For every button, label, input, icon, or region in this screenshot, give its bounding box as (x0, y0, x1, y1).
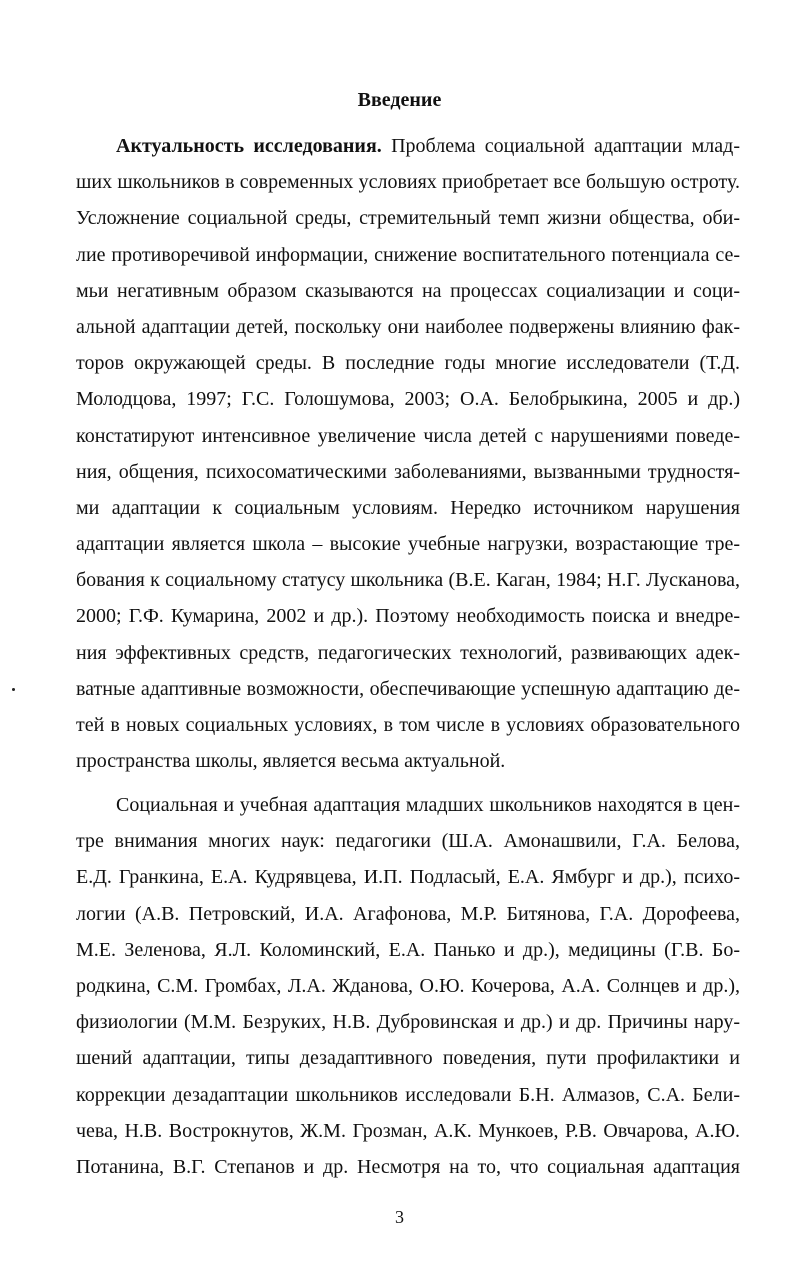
text-line: констатируют интенсивное увеличение числа детей с нарушениями поведе- (76, 424, 740, 447)
text-line: пространства школы, является весьма актуальной. (76, 750, 506, 773)
text-line: Усложнение социальной среды, стремительный темп жизни общества, оби- (76, 207, 740, 230)
section-lead: Актуальность исследования. (116, 135, 382, 157)
text-line (76, 128, 740, 164)
text-line: альной адаптации детей, поскольку они наиболее подвержены влиянию фак- (76, 315, 740, 338)
text-line: тей в новых социальных условиях, в том числе в условиях образовательного (76, 714, 740, 736)
text-line: бования к социальному статусу школьника (В.Е. Каган, 1984; Н.Г. Лусканова, (76, 569, 740, 592)
text-line: 2000; Г.Ф. Кумарина, 2002 и др.). Поэтому необходимость поиска и внедре- (76, 605, 740, 628)
text-line: ния эффективных средств, педагогических технологий, развивающих адек- (76, 641, 740, 664)
paragraph-relevance (76, 128, 740, 779)
text-line: коррекции дезадаптации школьников исследовали Б.Н. Алмазов, С.А. Бели- (76, 1083, 740, 1106)
text-line: Социальная и учебная адаптация младших школьников находятся в цен- (116, 794, 740, 816)
text-line: логии (А.В. Петровский, И.А. Агафонова, М.Р. Битянова, Г.А. Дорофеева, (76, 902, 740, 925)
scan-speck (12, 688, 15, 691)
text-line: М.Е. Зеленова, Я.Л. Коломинский, Е.А. Панько и др.), медицины (Г.В. Бо- (76, 938, 740, 961)
text-line: шений адаптации, типы дезадаптивного поведения, пути профилактики и (76, 1047, 740, 1070)
text-line: ния, общения, психосоматическими заболеваниями, вызванными трудностя- (76, 460, 740, 483)
paragraph-research-overview (76, 787, 740, 1185)
text-line: Е.Д. Гранкина, Е.А. Кудрявцева, И.П. Подласый, Е.А. Ямбург и др.), психо- (76, 866, 740, 889)
text-line: лие противоречивой информации, снижение воспитательного потенциала се- (76, 243, 740, 266)
text-line: мьи негативным образом сказываются на процессах социализации и соци- (76, 279, 740, 302)
page-number: 3 (395, 1207, 404, 1227)
text-line: Молодцова, 1997; Г.С. Голошумова, 2003; О.А. Белобрыкина, 2005 и др.) (76, 388, 740, 411)
text-line: родкина, С.М. Громбах, Л.А. Жданова, О.Ю. Кочерова, А.А. Солнцев и др.), (76, 974, 740, 997)
text-line: адаптации является школа – высокие учебные нагрузки, возрастающие тре- (76, 533, 740, 556)
page-title: Введение (357, 89, 442, 111)
text-line: Потанина, В.Г. Степанов и др. Несмотря на то, что социальная адаптация (76, 1155, 740, 1178)
text-line: ватные адаптивные возможности, обеспечивающие успешную адаптацию де- (76, 677, 740, 700)
text-line: чева, Н.В. Вострокнутов, Ж.М. Грозман, А.К. Мункоев, Р.В. Овчарова, А.Ю. (76, 1119, 740, 1142)
text-line: тре внимания многих наук: педагогики (Ш.А. Амонашвили, Г.А. Белова, (76, 830, 740, 853)
text-line: торов окружающей среды. В последние годы многие исследователи (Т.Д. (76, 352, 740, 375)
text-line: ших школьников в современных условиях приобретает все большую остроту. (76, 171, 740, 194)
text-line: ми адаптации к социальным условиям. Нередко источником нарушения (76, 496, 740, 519)
text-fragment: Проблема социальной адаптации млад- (381, 135, 740, 157)
text-line: физиологии (М.М. Безруких, Н.В. Дубровинская и др.) и др. Причины нару- (76, 1011, 740, 1034)
